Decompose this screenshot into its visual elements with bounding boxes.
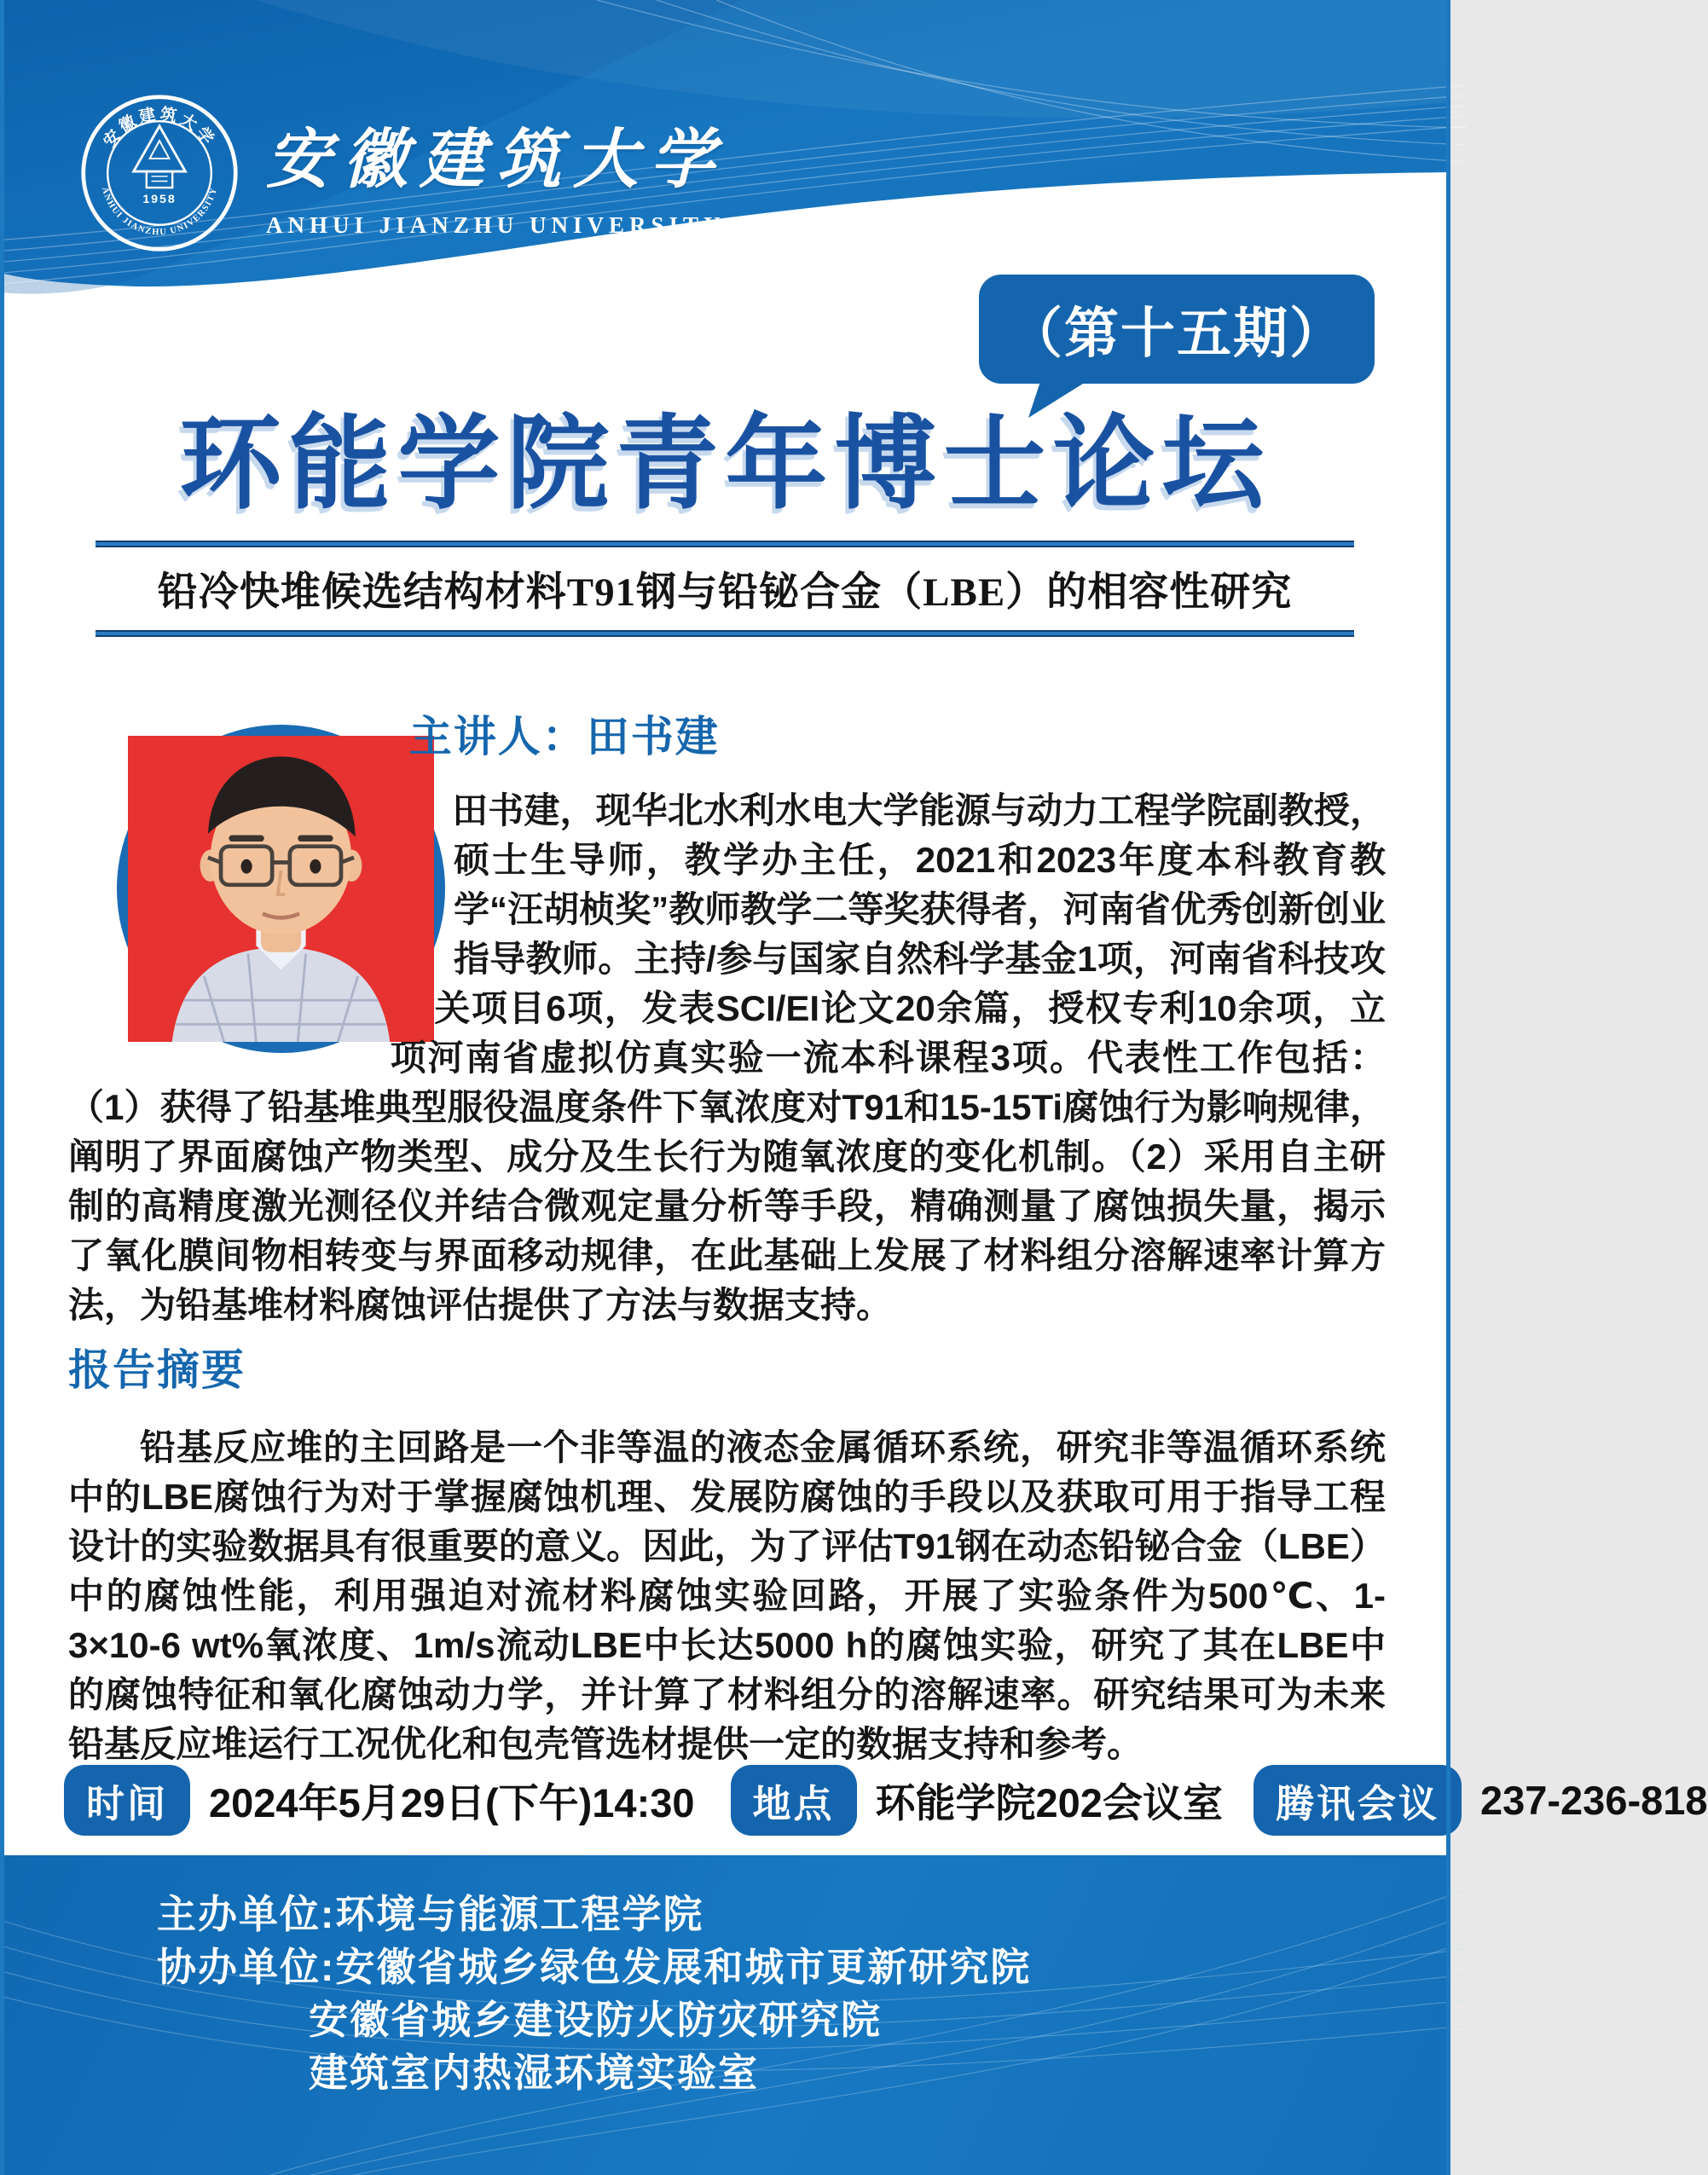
tencent-meeting-badge: 腾讯会议 — [1253, 1765, 1462, 1836]
speaker-portrait-illustration — [128, 736, 434, 1042]
co-organizer-line-2: 安徽省城乡建设防火防灾研究院 — [309, 1998, 882, 2042]
issue-badge-label: （第十五期） — [1008, 304, 1346, 364]
speaker-section — [68, 701, 1386, 1329]
university-name-cn: 安徽建筑大学 — [266, 121, 727, 197]
speaker-photo-area — [68, 701, 454, 1073]
lecture-title: 铅冷快堆候选结构材料T91钢与铅铋合金（LBE）的相容性研究 — [157, 570, 1293, 615]
university-logo — [78, 92, 727, 254]
event-info-bar — [64, 1765, 1708, 1836]
university-seal-icon — [78, 92, 240, 254]
co-organizer-line-3: 建筑室内热湿环境实验室 — [309, 2051, 759, 2095]
subtitle-bottom-rule — [96, 630, 1354, 637]
location-value: 环能学院202会议室 — [875, 1780, 1223, 1825]
meeting-id-value: 237-236-818 — [1479, 1778, 1708, 1823]
subtitle-top-rule — [96, 541, 1354, 547]
speaker-bio: 田书建，现华北水利水电大学能源与动力工程学院副教授，硕士生导师，教学办主任，2021和2023年度本科教育教学“汪胡桢奖”教师教学二等奖获得者，河南省优秀创新创业指导教师。主持/参与国家自然科学基金1项，河南省科技攻关项目6项，发表SCI/EI论文20余篇，授权专利10余项，立项河南省虚拟仿真实验一流本科课程3项。代表性工作包括：（1）获得了铅基堆典型服役温度条件下氧浓度对T91和15-15Ti腐蚀行为影响规律，阐明了界面腐蚀产物类型、成分及生长行为随氧浓度的变化机制。（2）采用自主研制的高精度激光测径仪并结合微观定量分析等手段，精确测量了腐蚀损失量，揭示了氧化膜间物相转变与界面移动规律，在此基础上发展了材料组分溶解速率计算方法，为铅基堆材料腐蚀评估提供了方法与数据支持。 — [68, 790, 1386, 1325]
seal-arc-cn: 安徽建筑大学 — [100, 105, 219, 151]
right-edge-stripe — [1446, 0, 1450, 2175]
location-badge: 地点 — [731, 1765, 857, 1836]
time-badge: 时间 — [64, 1765, 190, 1836]
time-value: 2024年5月29日(下午)14:30 — [209, 1780, 695, 1825]
organizers-block — [157, 1888, 1031, 2099]
seal-year: 1958 — [142, 193, 177, 207]
speaker-name-heading: 主讲人：田书建 — [408, 713, 720, 761]
co-organizer-line: 协办单位:安徽省城乡绿色发展和城市更新研究院 — [157, 1945, 1032, 1989]
issue-badge — [979, 275, 1375, 384]
abstract-text: 铅基反应堆的主回路是一个非等温的液态金属循环系统，研究非等温循环系统中的LBE腐蚀行为对于掌握腐蚀机理、发展防腐蚀的手段以及获取可用于指导工程设计的实验数据具有很重要的意义。因此，为了评估T91钢在动态铅铋合金（LBE）中的腐蚀性能，利用强迫对流材料腐蚀实验回路，开展了实验条件为500℃、1-3×10-6 wt%氧浓度、1m/s流动LBE中长达5000 h的腐蚀实验，研究了其在LBE中的腐蚀特征和氧化腐蚀动力学，并计算了材料组分的溶解速率。研究结果可为未来铅基反应堆运行工况优化和包壳管选材提供一定的数据支持和参考。 — [68, 1427, 1386, 1764]
speaker-avatar — [117, 725, 445, 1053]
seal-arc-en: ANHUI JIANZHU UNIVERSITY — [99, 186, 220, 238]
abstract-section — [68, 1334, 1386, 1769]
left-edge-stripe — [0, 0, 4, 2175]
abstract-heading: 报告摘要 — [68, 1346, 246, 1394]
university-name-block — [266, 107, 727, 239]
lecture-subtitle-block — [96, 541, 1354, 637]
footer-banner — [0, 1855, 1450, 2175]
university-name-en: ANHUI JIANZHU UNIVERSITY — [266, 212, 726, 238]
host-organizer-line: 主办单位:环境与能源工程学院 — [157, 1892, 704, 1936]
forum-title: 环能学院青年博士论坛 — [179, 408, 1271, 521]
